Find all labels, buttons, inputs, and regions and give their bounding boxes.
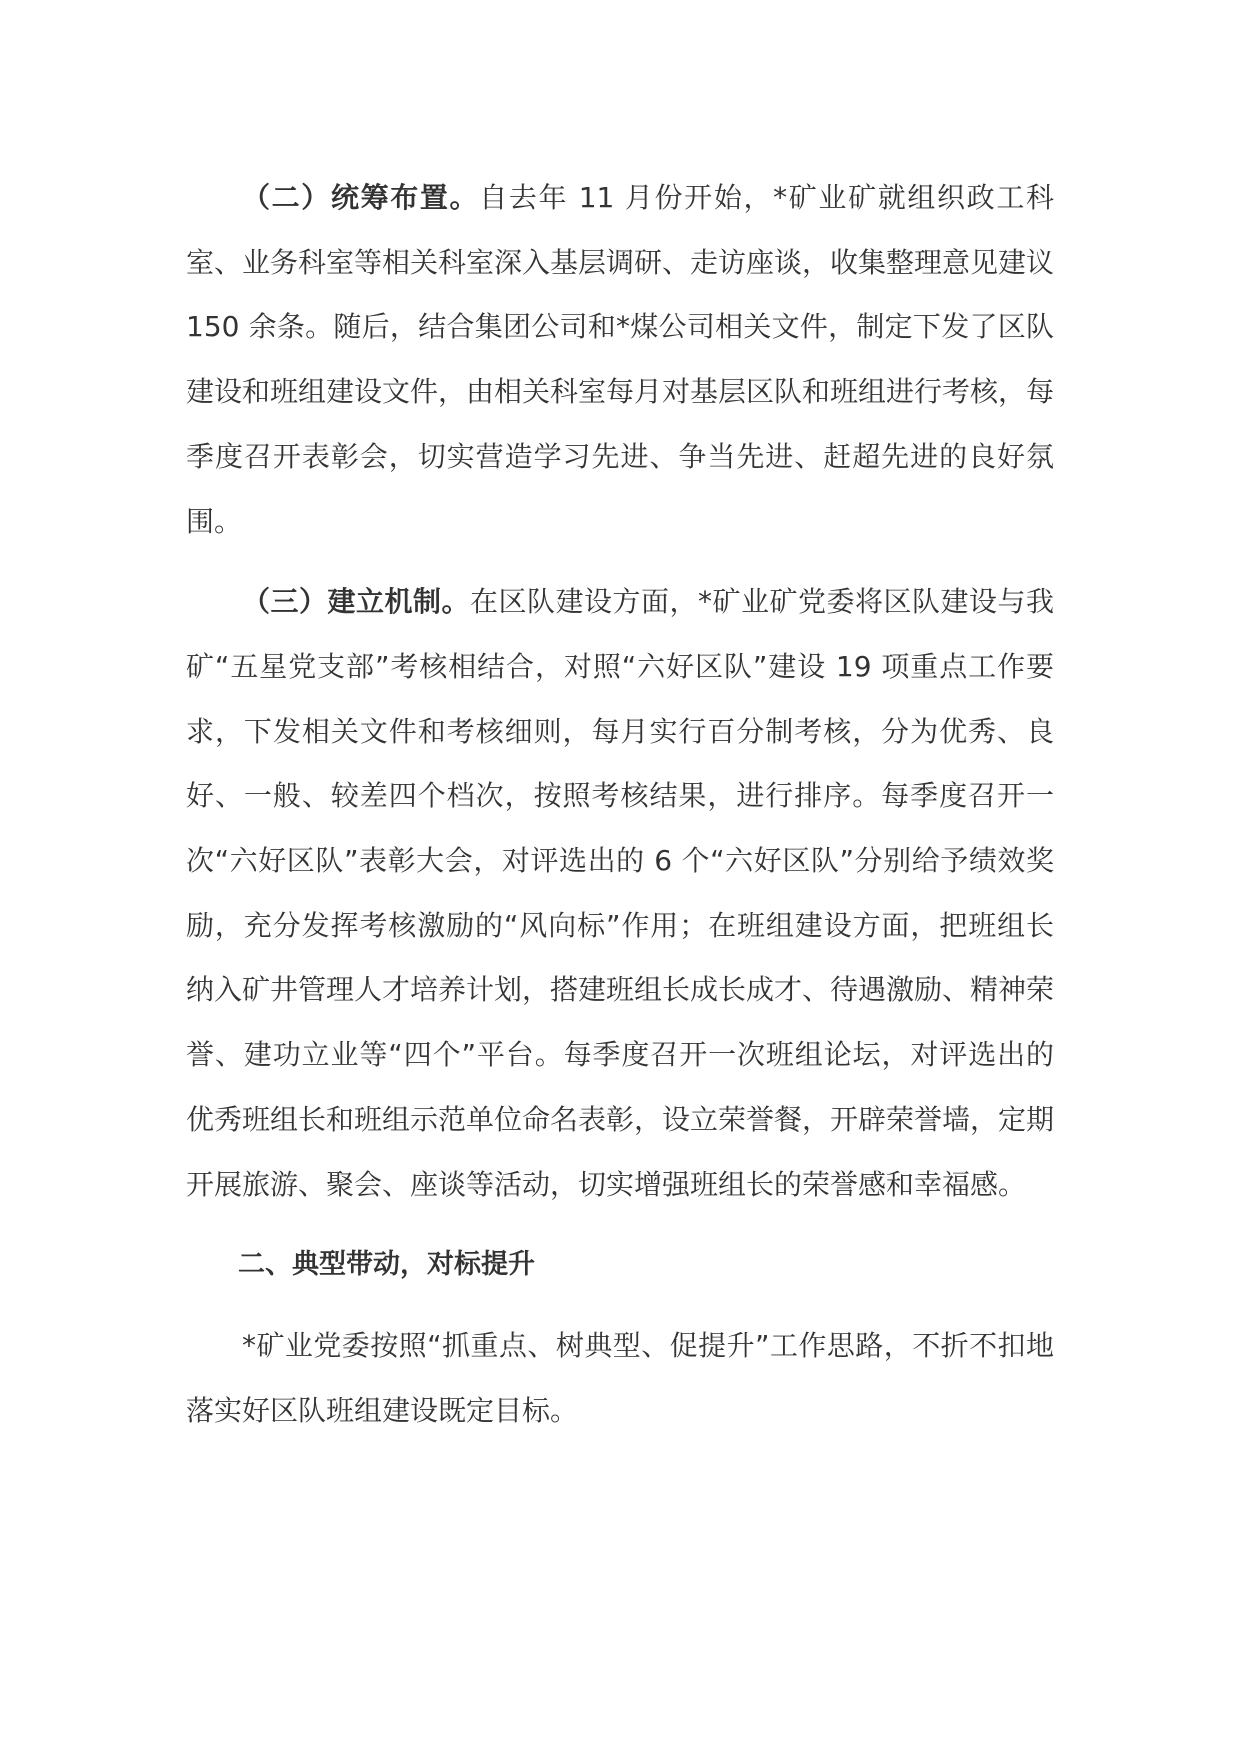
paragraph-text: 自去年 11 月份开始，*矿业矿就组织政工科室、业务科室等相关科室深入基层调研、走访座谈，收集整理意见建议 150 余条。随后，结合集团公司和*煤公司相关文件，制定下发了区队建设和班组建设文件，由相关科室每月对基层区队和班组进行考核，每季度召开表彰会，切实营造学习先进、争当先进、赶超先进的良好氛围。 [186, 181, 1055, 538]
paragraph-lead: （三）建立机制。 [242, 585, 470, 619]
section-heading: 二、典型带动，对标提升 [238, 1249, 535, 1281]
paragraph-lead: （二）统筹布置。 [242, 181, 480, 214]
paragraph-coordination [186, 166, 1054, 554]
paragraph-mechanism [186, 570, 1054, 1217]
paragraph-text: 在区队建设方面，*矿业矿党委将区队建设与我矿“五星党支部”考核相结合，对照“六好区队”建设 19 项重点工作要求，下发相关文件和考核细则，每月实行百分制考核，分为优秀、良好、一般、较差四个档次，按照考核结果，进行排序。每季度召开一次“六好区队”表彰大会，对评选出的 6 个“六好区队”分别给予绩效奖励，充分发挥考核激励的“风向标”作用；在班组建设方面，把班组长纳入矿井管理人才培养计划，搭建班组长成长成才、待遇激励、精神荣誉、建功立业等“四个”平台。每季度召开一次班组论坛，对评选出的优秀班组长和班组示范单位命名表彰，设立荣誉餐，开辟荣誉墙，定期开展旅游、聚会、座谈等活动，切实增强班组长的荣誉感和幸福感。 [186, 585, 1055, 1201]
document-body [186, 166, 1054, 1443]
paragraph-closing: *矿业党委按照“抓重点、树典型、促提升”工作思路，不折不扣地落实好区队班组建设既定目标。 [186, 1328, 1054, 1427]
